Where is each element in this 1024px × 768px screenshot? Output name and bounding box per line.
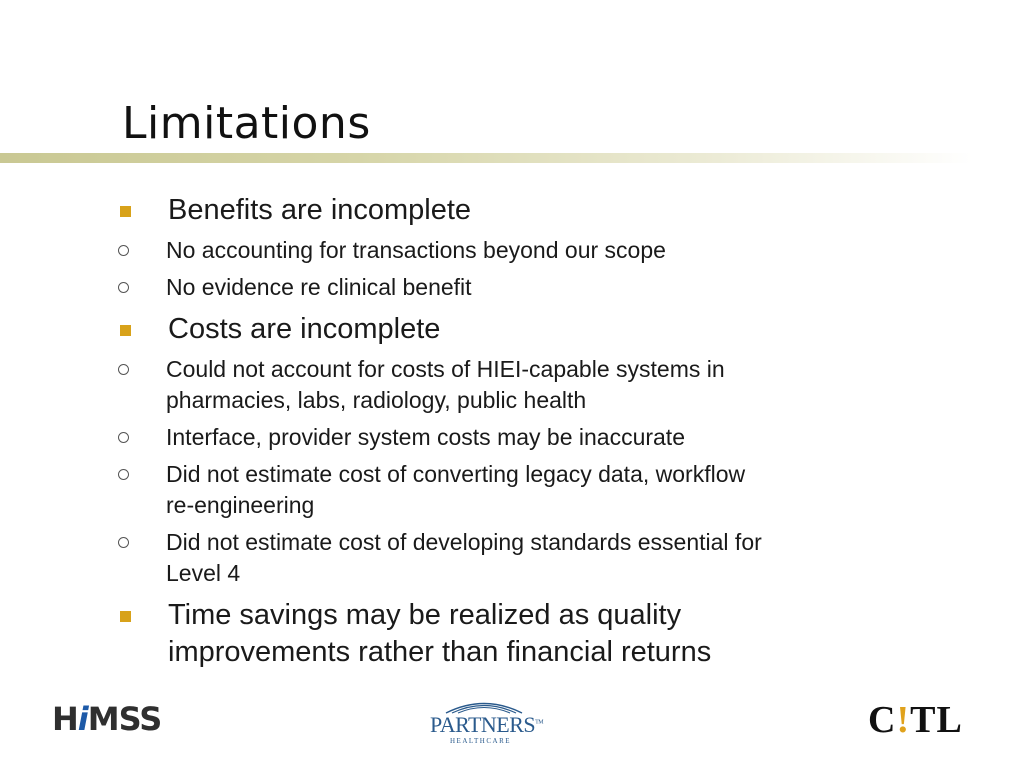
- square-bullet-icon: [120, 325, 131, 336]
- circle-bullet-icon: [118, 537, 129, 548]
- sub-bullet: [118, 235, 978, 266]
- circle-bullet-icon: [118, 432, 129, 443]
- bullet-time-savings: [118, 597, 978, 671]
- citl-logo: C!TL: [868, 699, 963, 741]
- bullet-text: Benefits are incomplete: [168, 194, 472, 226]
- title-divider: [0, 153, 1024, 163]
- bullet-list: [118, 192, 978, 671]
- partners-subtitle: HEALTHCARE: [450, 737, 512, 745]
- sub-bullet-text-cont: pharmacies, labs, radiology, public health: [166, 387, 587, 413]
- circle-bullet-icon: [118, 364, 129, 375]
- sub-bullet: [118, 422, 978, 453]
- partners-wordmark: PARTNERS™: [430, 712, 544, 737]
- sub-list-benefits: [118, 235, 978, 303]
- bullet-text: Time savings may be realized as quality: [168, 599, 682, 631]
- circle-bullet-icon: [118, 282, 129, 293]
- circle-bullet-icon: [118, 469, 129, 480]
- sub-bullet-text: Could not account for costs of HIEI-capable systems in: [166, 356, 725, 382]
- sub-bullet: [118, 459, 978, 521]
- sub-bullet: [118, 354, 978, 416]
- sub-bullet: [118, 527, 978, 589]
- slide-title: Limitations: [122, 98, 371, 149]
- sub-bullet: [118, 272, 978, 303]
- himss-logo: HiMSS: [52, 700, 162, 738]
- sub-bullet-text-cont: Level 4: [166, 560, 241, 586]
- bullet-benefits: [118, 192, 978, 229]
- partners-healthcare-logo: [430, 700, 544, 750]
- circle-bullet-icon: [118, 245, 129, 256]
- square-bullet-icon: [120, 206, 131, 217]
- sub-bullet-text: Did not estimate cost of converting legacy data, workflow: [166, 461, 746, 487]
- sub-list-costs: [118, 354, 978, 589]
- bullet-text: Costs are incomplete: [168, 313, 441, 345]
- sub-bullet-text: No accounting for transactions beyond our scope: [166, 237, 666, 263]
- bullet-costs: [118, 311, 978, 348]
- sub-bullet-text: Interface, provider system costs may be inaccurate: [166, 424, 685, 450]
- square-bullet-icon: [120, 611, 131, 622]
- sub-bullet-text-cont: re-engineering: [166, 492, 315, 518]
- sub-bullet-text: Did not estimate cost of developing standards essential for: [166, 529, 762, 555]
- bullet-text-cont: improvements rather than financial returns: [168, 636, 712, 668]
- sub-bullet-text: No evidence re clinical benefit: [166, 274, 472, 300]
